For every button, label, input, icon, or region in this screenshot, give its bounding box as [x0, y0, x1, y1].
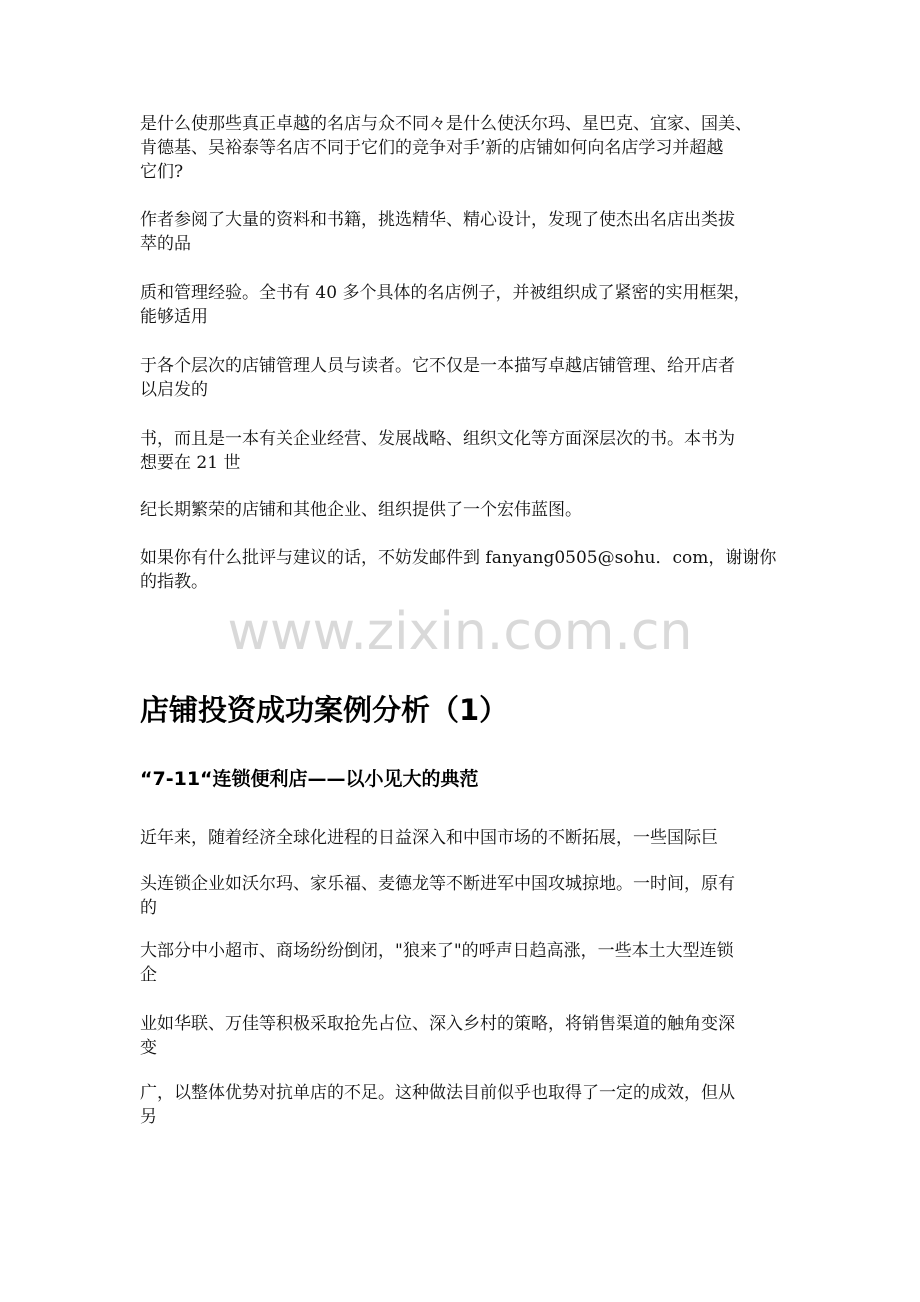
text-line: 近年来，随着经济全球化进程的日益深入和中国市场的不断拓展，一些国际巨: [140, 828, 718, 848]
section-title: 店铺投资成功案例分析（1）: [140, 693, 509, 727]
section-paragraph-4: [140, 1012, 790, 1060]
text-line: 变: [140, 1038, 157, 1058]
watermark: www.zixin.com.cn: [227, 602, 693, 662]
text-line: 业如华联、万佳等积极采取抢先占位、深入乡村的策略，将销售渠道的触角变深: [140, 1014, 735, 1034]
text-line: 以启发的: [140, 380, 208, 400]
text-line: 纪长期繁荣的店铺和其他企业、组织提供了一个宏伟蓝图。: [140, 500, 582, 520]
intro-paragraph-7: [140, 546, 790, 594]
intro-paragraph-5: [140, 427, 790, 475]
section-paragraph-5: [140, 1081, 790, 1129]
intro-paragraph-1: [140, 112, 790, 184]
text-line: 于各个层次的店铺管理人员与读者。它不仅是一本描写卓越店铺管理、给开店者: [140, 356, 735, 376]
text-line: 是什么使那些真正卓越的名店与众不同々是什么使沃尔玛、星巴克、宜家、国美、: [140, 114, 752, 134]
text-line: 质和管理经验。全书有 40 多个具体的名店例子，并被组织成了紧密的实用框架，: [140, 283, 751, 303]
text-line: 广，以整体优势对抗单店的不足。这种做法目前似乎也取得了一定的成效，但从: [140, 1083, 735, 1103]
text-line: 肯德基、吴裕泰等名店不同于它们的竞争对手’新的店铺如何向名店学习并超越: [140, 138, 724, 158]
text-line: 能够适用: [140, 307, 208, 327]
text-line: 企: [140, 965, 157, 985]
text-line: 它们?: [140, 162, 184, 182]
section-paragraph-3: [140, 939, 790, 987]
text-line: 萃的品: [140, 234, 191, 254]
section-subtitle: “7-11“连锁便利店——以小见大的典范: [140, 768, 479, 790]
text-line: 作者参阅了大量的资料和书籍，挑选精华、精心设计，发现了使杰出名店出类拔: [140, 210, 735, 230]
text-line: 的: [140, 898, 157, 918]
intro-paragraph-4: [140, 354, 790, 402]
intro-paragraph-6: [140, 498, 790, 522]
text-line: 大部分中小超市、商场纷纷倒闭，"狼来了"的呼声日趋高涨，一些本土大型连锁: [140, 941, 734, 961]
text-line: 想要在 21 世: [140, 453, 241, 473]
text-line: 的指教。: [140, 572, 208, 592]
intro-paragraph-2: [140, 208, 790, 256]
text-line: 书，而且是一本有关企业经营、发展战略、组织文化等方面深层次的书。本书为: [140, 429, 735, 449]
text-line: 如果你有什么批评与建议的话，不妨发邮件到 fanyang0505@sohu．com，谢谢你: [140, 548, 777, 568]
intro-paragraph-3: [140, 281, 790, 329]
section-paragraph-2: [140, 872, 790, 920]
section-paragraph-1: [140, 826, 790, 850]
text-line: 头连锁企业如沃尔玛、家乐福、麦德龙等不断进军中国攻城掠地。一时间，原有: [140, 874, 735, 894]
text-line: 另: [140, 1107, 157, 1127]
